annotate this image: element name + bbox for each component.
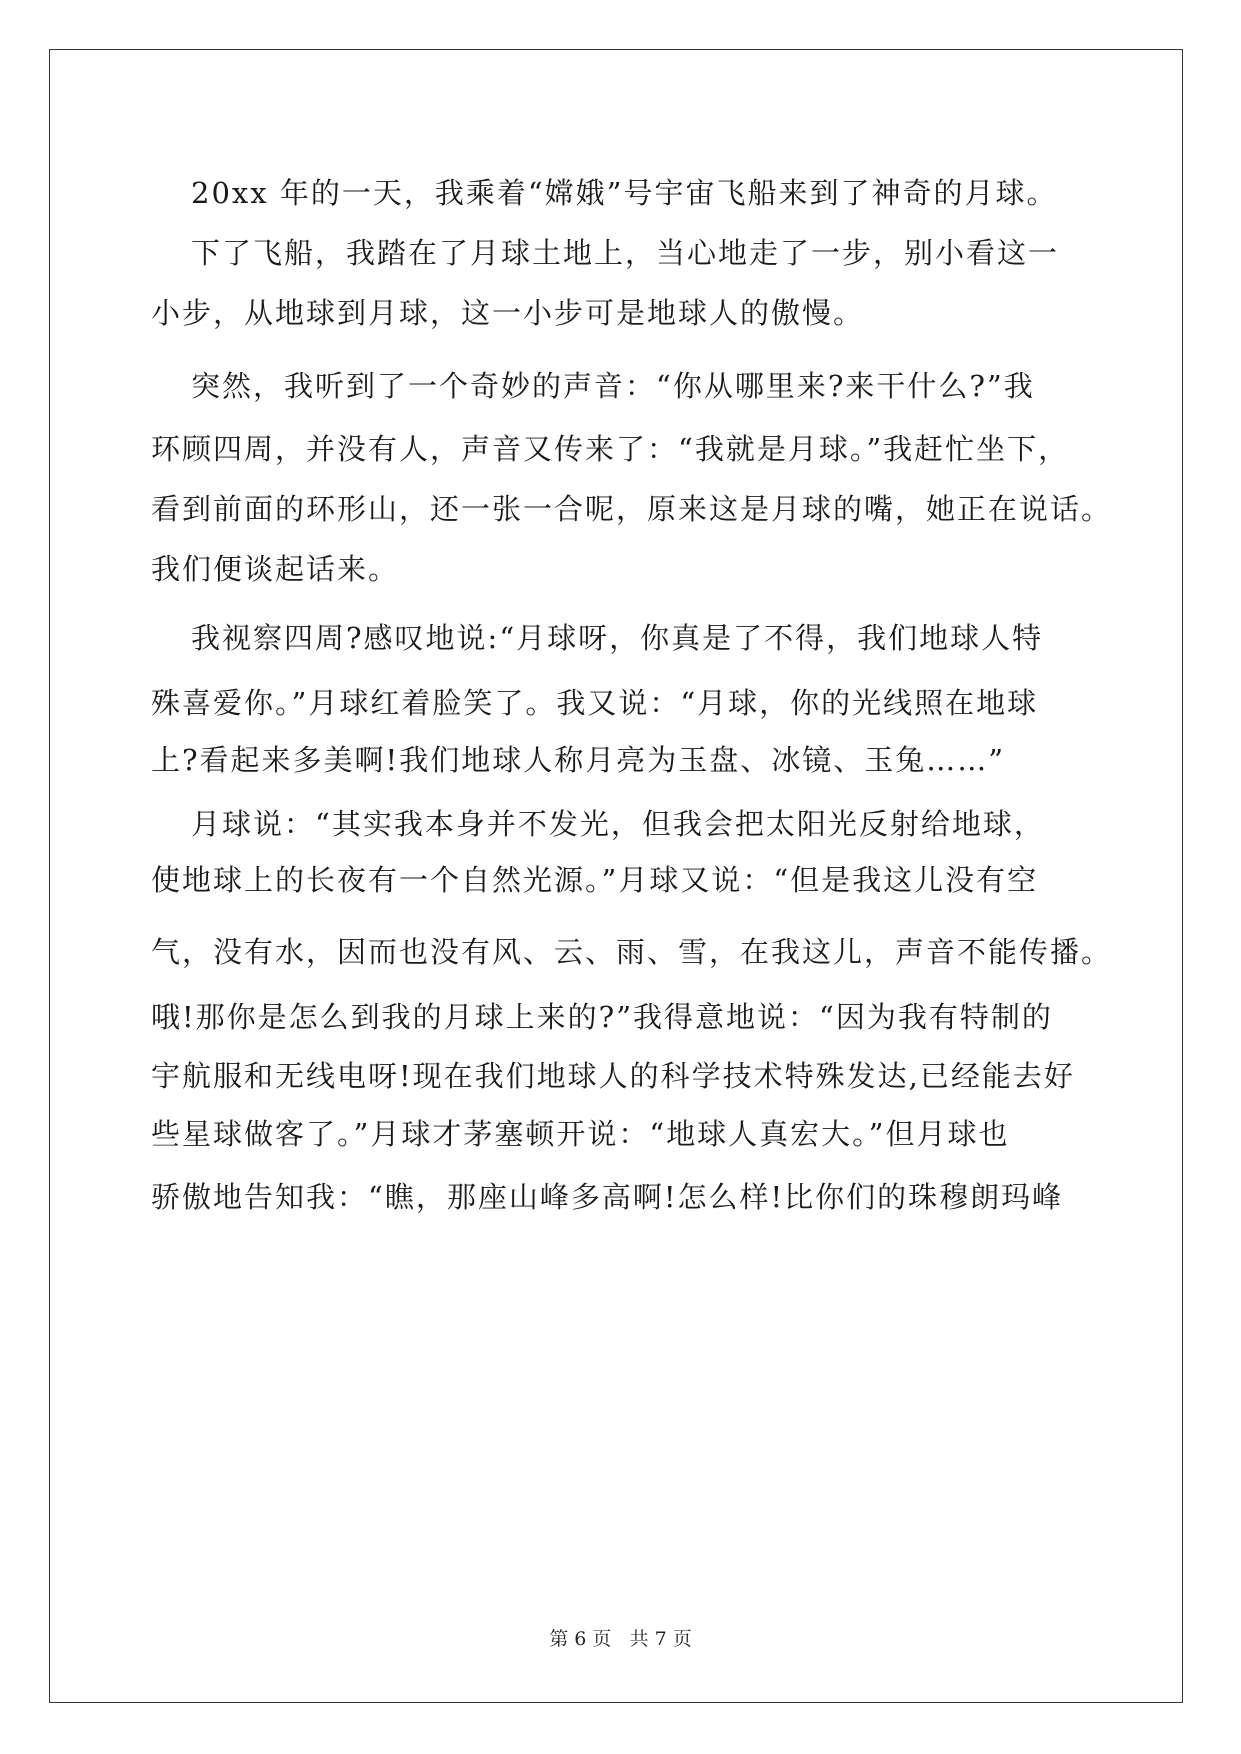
page-number: 第 6 页 共 7 页 <box>549 1628 692 1650</box>
text-line-16: 些星球做客了。”月球才茅塞顿开说：“地球人真宏大。”但月球也 <box>151 1117 1010 1151</box>
text-line-9: 殊喜爱你。”月球红着脸笑了。我又说：“月球，你的光线照在地球 <box>151 686 1039 720</box>
text-line-15: 宇航服和无线电呀!现在我们地球人的科学技术特殊发达,已经能去好 <box>151 1059 1075 1093</box>
text-line-1: 20xx 年的一天，我乘着“嫦娥”号宇宙飞船来到了神奇的月球。 <box>191 176 1058 210</box>
text-line-5: 环顾四周，并没有人，声音又传来了：“我就是月球。”我赶忙坐下， <box>151 432 1070 466</box>
text-line-17: 骄傲地告知我：“瞧，那座山峰多高啊!怎么样!比你们的珠穆朗玛峰 <box>151 1180 1064 1214</box>
text-line-7: 我们便谈起话来。 <box>151 552 400 586</box>
text-line-12: 使地球上的长夜有一个自然光源。”月球又说：“但是我这儿没有空 <box>151 863 1039 897</box>
text-line-4: 突然，我听到了一个奇妙的声音：“你从哪里来?来干什么?”我 <box>191 369 1035 403</box>
text-line-11: 月球说：“其实我本身并不发光，但我会把太阳光反射给地球， <box>191 807 1045 841</box>
text-line-6: 看到前面的环形山，还一张一合呢，原来这是月球的嘴，她正在说话。 <box>151 492 1113 526</box>
text-line-13: 气，没有水，因而也没有风、云、雨、雪，在我这儿，声音不能传播。 <box>151 935 1113 969</box>
text-line-14: 哦!那你是怎么到我的月球上来的?”我得意地说：“因为我有特制的 <box>151 1000 1053 1034</box>
text-line-10: 上?看起来多美啊!我们地球人称月亮为玉盘、冰镜、玉兔……” <box>151 743 1006 777</box>
text-line-2: 下了飞船，我踏在了月球土地上，当心地走了一步，别小看这一 <box>191 236 1060 270</box>
text-line-3: 小步，从地球到月球，这一小步可是地球人的傲慢。 <box>151 296 865 330</box>
text-line-8: 我视察四周?感叹地说:“月球呀，你真是了不得，我们地球人特 <box>191 621 1044 655</box>
